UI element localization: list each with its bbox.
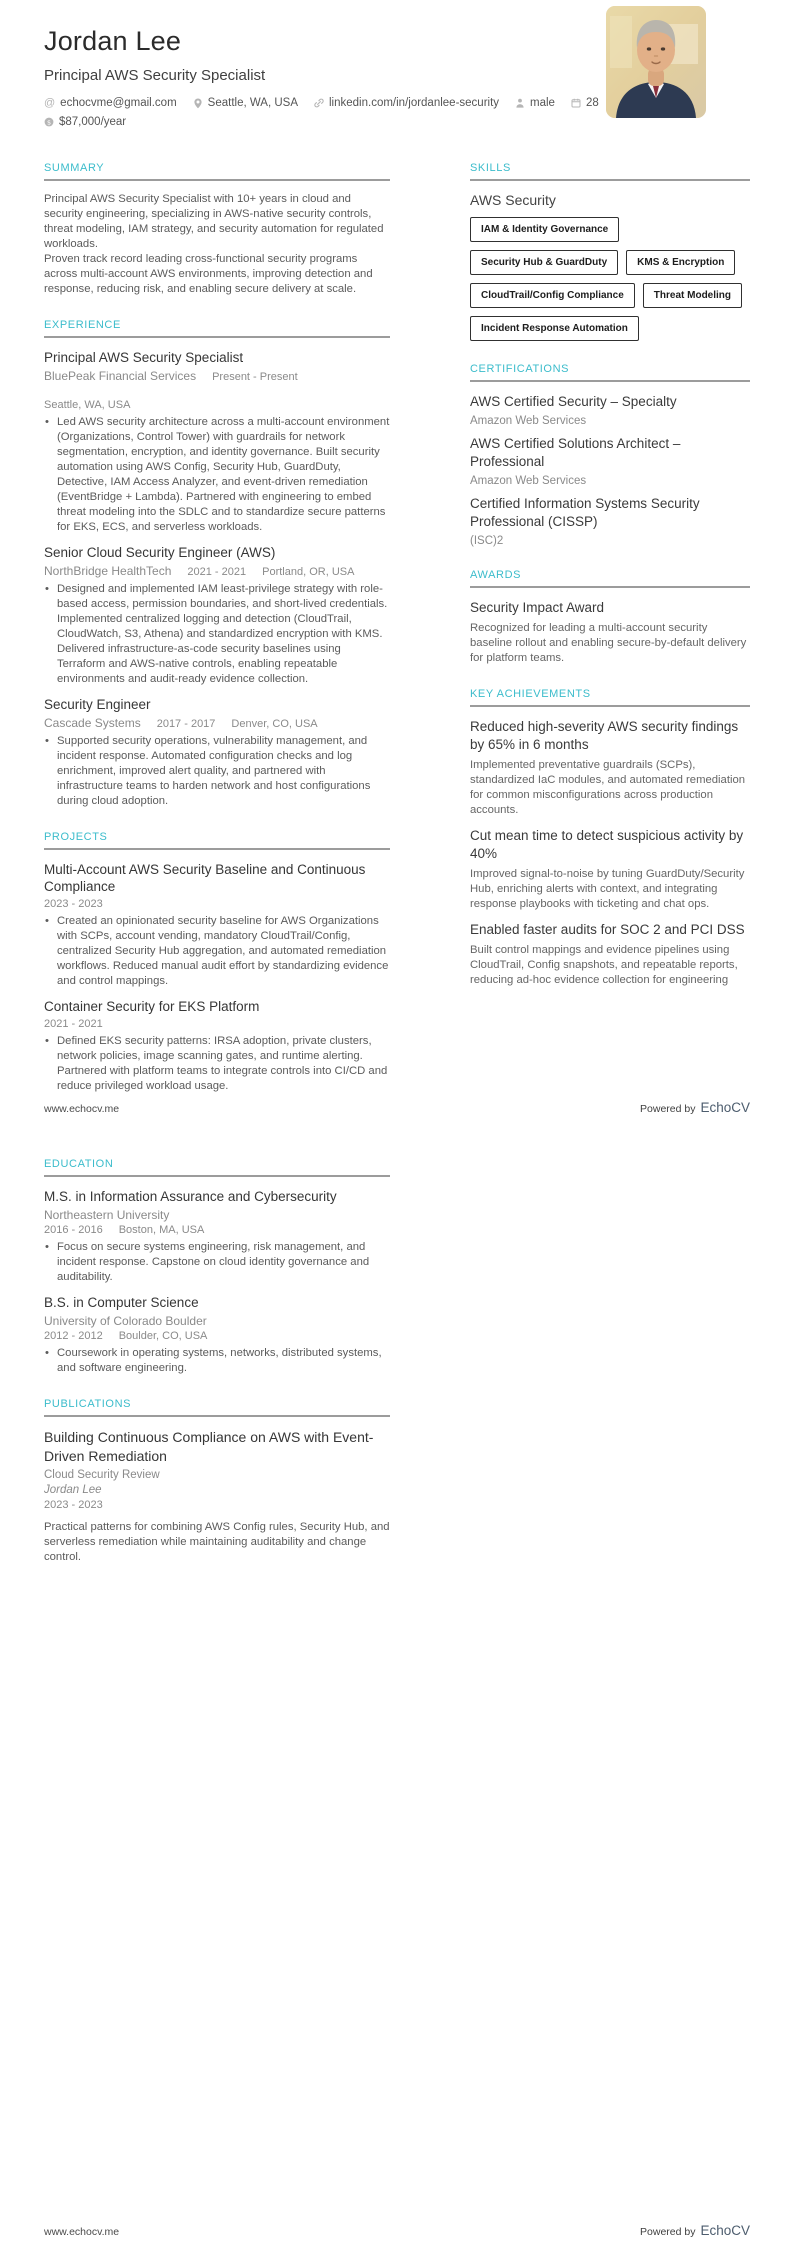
skills-section xyxy=(470,162,750,341)
person-job-title: Principal AWS Security Specialist xyxy=(44,67,266,84)
awards-heading: AWARDS xyxy=(470,569,750,588)
experience-location: Portland, OR, USA xyxy=(262,566,355,578)
education-school: Northeastern University xyxy=(44,1208,170,1222)
achievement-description: Improved signal-to-noise by tuning GuardDuty/Security Hub, enriching alerts with context, and integrating response playbooks with ticketing and chat ops. xyxy=(470,868,745,910)
skills-group-title: AWS Security xyxy=(470,192,556,208)
salary-contact xyxy=(44,116,126,128)
email-icon: @ xyxy=(44,96,56,109)
key-achievements-heading: KEY ACHIEVEMENTS xyxy=(470,688,750,707)
page-footer xyxy=(44,1100,750,1115)
experience-dates: 2017 - 2017 xyxy=(156,718,216,730)
gender-value: male xyxy=(530,97,555,109)
experience-meta xyxy=(44,716,390,730)
experience-section xyxy=(44,319,390,809)
experience-meta xyxy=(44,564,390,578)
summary-heading: SUMMARY xyxy=(44,162,390,181)
achievement-item xyxy=(470,827,750,912)
certifications-heading: CERTIFICATIONS xyxy=(470,363,750,382)
achievement-item xyxy=(470,921,750,988)
education-bullet: • Coursework in operating systems, networks, distributed systems, and software engineering. xyxy=(44,1346,390,1376)
location-value: Seattle, WA, USA xyxy=(207,97,298,109)
education-item xyxy=(44,1294,390,1376)
experience-dates: Present - Present xyxy=(212,371,298,383)
award-description: Recognized for leading a multi-account security baseline rollout and enabling secure-by-default delivery for platform teams. xyxy=(470,622,747,664)
skill-chip: IAM & Identity Governance xyxy=(470,217,619,242)
key-achievements-section xyxy=(470,688,750,988)
powered-by-brand[interactable]: EchoCV xyxy=(700,1100,750,1115)
certifications-section xyxy=(470,363,750,547)
location-pin-icon xyxy=(193,98,203,109)
experience-role-title: Senior Cloud Security Engineer (AWS) xyxy=(44,545,276,560)
project-dates: 2021 - 2021 xyxy=(44,1018,103,1030)
publications-section xyxy=(44,1398,390,1565)
certification-issuer: (ISC)2 xyxy=(470,535,504,547)
education-meta xyxy=(44,1330,390,1342)
education-heading: EDUCATION xyxy=(44,1158,390,1177)
certification-item xyxy=(470,435,750,487)
experience-role-title: Principal AWS Security Specialist xyxy=(44,350,244,365)
certification-title: AWS Certified Security – Specialty xyxy=(470,394,677,409)
project-title: Container Security for EKS Platform xyxy=(44,999,260,1014)
certification-title: AWS Certified Solutions Architect – Professional xyxy=(470,436,681,469)
education-bullet: • Focus on secure systems engineering, risk management, and incident response. Capstone on cloud identity governance and auditability. xyxy=(44,1240,390,1285)
publications-heading: PUBLICATIONS xyxy=(44,1398,390,1417)
summary-section xyxy=(44,162,390,297)
education-item xyxy=(44,1188,390,1285)
linkedin-value[interactable]: linkedin.com/in/jordanlee-security xyxy=(329,97,500,109)
achievement-description: Built control mappings and evidence pipelines using CloudTrail, Config snapshots, and repeatable reports, reducing ad-hoc evidence collection for engineering xyxy=(470,944,738,986)
skill-chip-list xyxy=(470,217,750,341)
achievement-description: Implemented preventative guardrails (SCPs), standardized IaC modules, and automated remediation for common misconfigurations across production accounts. xyxy=(470,759,746,816)
calendar-icon xyxy=(571,98,581,108)
salary-icon xyxy=(44,117,54,127)
project-meta xyxy=(44,1018,390,1030)
education-location: Boston, MA, USA xyxy=(118,1224,205,1236)
education-school-row xyxy=(44,1314,390,1328)
link-icon xyxy=(314,98,324,108)
education-school: University of Colorado Boulder xyxy=(44,1314,207,1328)
certification-item xyxy=(470,393,750,427)
education-location: Boulder, CO, USA xyxy=(118,1330,208,1342)
achievement-title: Cut mean time to detect suspicious activity by 40% xyxy=(470,828,744,861)
experience-company: BluePeak Financial Services xyxy=(44,369,197,383)
education-dates: 2016 - 2016 xyxy=(44,1224,103,1236)
site-link[interactable]: www.echocv.me xyxy=(44,1103,120,1115)
certification-issuer: Amazon Web Services xyxy=(470,475,587,487)
award-item xyxy=(470,599,750,666)
right-column xyxy=(470,162,750,1010)
skills-heading: SKILLS xyxy=(470,162,750,181)
left-column-page-2 xyxy=(44,1158,390,1587)
experience-location: Denver, CO, USA xyxy=(231,718,318,730)
publication-journal: Cloud Security Review xyxy=(44,1469,160,1481)
achievement-title: Reduced high-severity AWS security findings by 65% in 6 months xyxy=(470,719,739,752)
award-title: Security Impact Award xyxy=(470,600,605,615)
education-school-row xyxy=(44,1208,390,1222)
salary-value: $87,000/year xyxy=(59,116,127,128)
project-title: Multi-Account AWS Security Baseline and Continuous Compliance xyxy=(44,862,366,894)
powered-by-prefix: Powered by xyxy=(640,2226,696,2238)
publication-description: Practical patterns for combining AWS Config rules, Security Hub, and serverless remediation while maintaining auditability and change control. xyxy=(44,1521,390,1563)
skill-chip: Incident Response Automation xyxy=(470,316,639,341)
project-dates: 2023 - 2023 xyxy=(44,898,103,910)
experience-item xyxy=(44,696,390,809)
projects-section xyxy=(44,831,390,1094)
person-name: Jordan Lee xyxy=(44,26,182,56)
email-contact[interactable] xyxy=(44,97,177,109)
email-value[interactable]: echocvme@gmail.com xyxy=(60,97,177,109)
location-contact xyxy=(193,97,298,109)
achievement-item xyxy=(470,718,750,818)
experience-meta xyxy=(44,369,390,411)
powered-by xyxy=(640,1100,750,1115)
profile-photo xyxy=(606,6,706,118)
experience-bullet: • Supported security operations, vulnerability management, and incident response. Automated configuration checks and log enrichment, improved alert quality, and partnered with infrastructure teams to harden network and host configurations during cloud adoption. xyxy=(44,734,390,809)
page-footer xyxy=(44,2223,750,2238)
skill-chip: Threat Modeling xyxy=(643,283,742,308)
experience-dates: 2021 - 2021 xyxy=(187,566,247,578)
skill-chip: CloudTrail/Config Compliance xyxy=(470,283,635,308)
skill-chip: Security Hub & GuardDuty xyxy=(470,250,618,275)
experience-company: NorthBridge HealthTech xyxy=(44,564,172,578)
education-degree: M.S. in Information Assurance and Cybersecurity xyxy=(44,1189,337,1204)
certification-item xyxy=(470,495,750,547)
achievement-title: Enabled faster audits for SOC 2 and PCI DSS xyxy=(470,922,745,937)
experience-bullet: • Designed and implemented IAM least-privilege strategy with role-based access, permission boundaries, and short-lived credentials. Implemented centralized logging and detection (CloudTrail, CloudWatch, S3, Athena) and standardized encryption with KMS. Delivered infrastructure-as-code security baselines using Terraform and AWS-native controls, enabling repeatable environments and audit-ready evidence collection. xyxy=(44,582,390,687)
publication-dates: 2023 - 2023 xyxy=(44,1499,103,1511)
project-item xyxy=(44,861,390,989)
skill-chip: KMS & Encryption xyxy=(626,250,735,275)
powered-by-brand[interactable]: EchoCV xyxy=(700,2223,750,2238)
linkedin-contact[interactable] xyxy=(314,97,499,109)
certification-title: Certified Information Systems Security Professional (CISSP) xyxy=(470,496,700,529)
project-meta xyxy=(44,898,390,910)
experience-location: Seattle, WA, USA xyxy=(44,399,131,411)
project-bullet: • Created an opinionated security baseline for AWS Organizations with SCPs, account vending, mandatory CloudTrail/Config, centralized Security Hub aggregation, and automated remediation workflows. Reduced manual audit effort by standardizing evidence and control mappings. xyxy=(44,914,390,989)
education-dates: 2012 - 2012 xyxy=(44,1330,103,1342)
site-link[interactable]: www.echocv.me xyxy=(44,2226,120,2238)
summary-paragraph-2: Proven track record leading cross-functional security programs across multi-account AWS environments, improving detection and response, reducing risk, and enabling secure delivery at scale. xyxy=(44,253,373,295)
publication-title: Building Continuous Compliance on AWS with Event-Driven Remediation xyxy=(44,1429,374,1464)
publication-author: Jordan Lee xyxy=(44,1484,102,1496)
age-value: 28 xyxy=(585,97,599,109)
gender-contact xyxy=(515,97,555,109)
publication-item xyxy=(44,1428,390,1565)
experience-item xyxy=(44,544,390,687)
experience-heading: EXPERIENCE xyxy=(44,319,390,338)
experience-role-title: Security Engineer xyxy=(44,697,151,712)
project-bullet: • Defined EKS security patterns: IRSA adoption, private clusters, network policies, image scanning gates, and runtime alerting. Partnered with platform teams to integrate controls into CI/CD and reduce privileged workload usage. xyxy=(44,1034,390,1094)
powered-by-prefix: Powered by xyxy=(640,1103,696,1115)
age-contact xyxy=(571,97,599,109)
person-icon xyxy=(515,98,525,108)
project-item xyxy=(44,998,390,1094)
education-meta xyxy=(44,1224,390,1236)
awards-section xyxy=(470,569,750,666)
certification-issuer: Amazon Web Services xyxy=(470,415,587,427)
summary-paragraph-1: Principal AWS Security Specialist with 10+ years in cloud and security engineering, specializing in AWS-native security controls, threat modeling, IAM strategy, and security automation for regulated workloads. xyxy=(44,193,384,250)
education-degree: B.S. in Computer Science xyxy=(44,1295,199,1310)
powered-by xyxy=(640,2223,750,2238)
experience-item xyxy=(44,349,390,535)
projects-heading: PROJECTS xyxy=(44,831,390,850)
education-section xyxy=(44,1158,390,1376)
left-column xyxy=(44,162,390,1116)
experience-bullet: • Led AWS security architecture across a multi-account environment (Organizations, Control Tower) with guardrails for network segmentation, encryption, and identity governance. Built security automation using AWS Config, Security Hub, GuardDuty, Detective, IAM Access Analyzer, and event-driven remediation (EventBridge + Lambda). Partnered with engineering to embed threat modeling into the SDLC and to standardize secure patterns for EKS, ECS, and serverless workloads. xyxy=(44,415,390,535)
profile-photo-illustration xyxy=(606,6,706,118)
experience-company: Cascade Systems xyxy=(44,716,141,730)
svg-text:$: $ xyxy=(46,118,52,127)
